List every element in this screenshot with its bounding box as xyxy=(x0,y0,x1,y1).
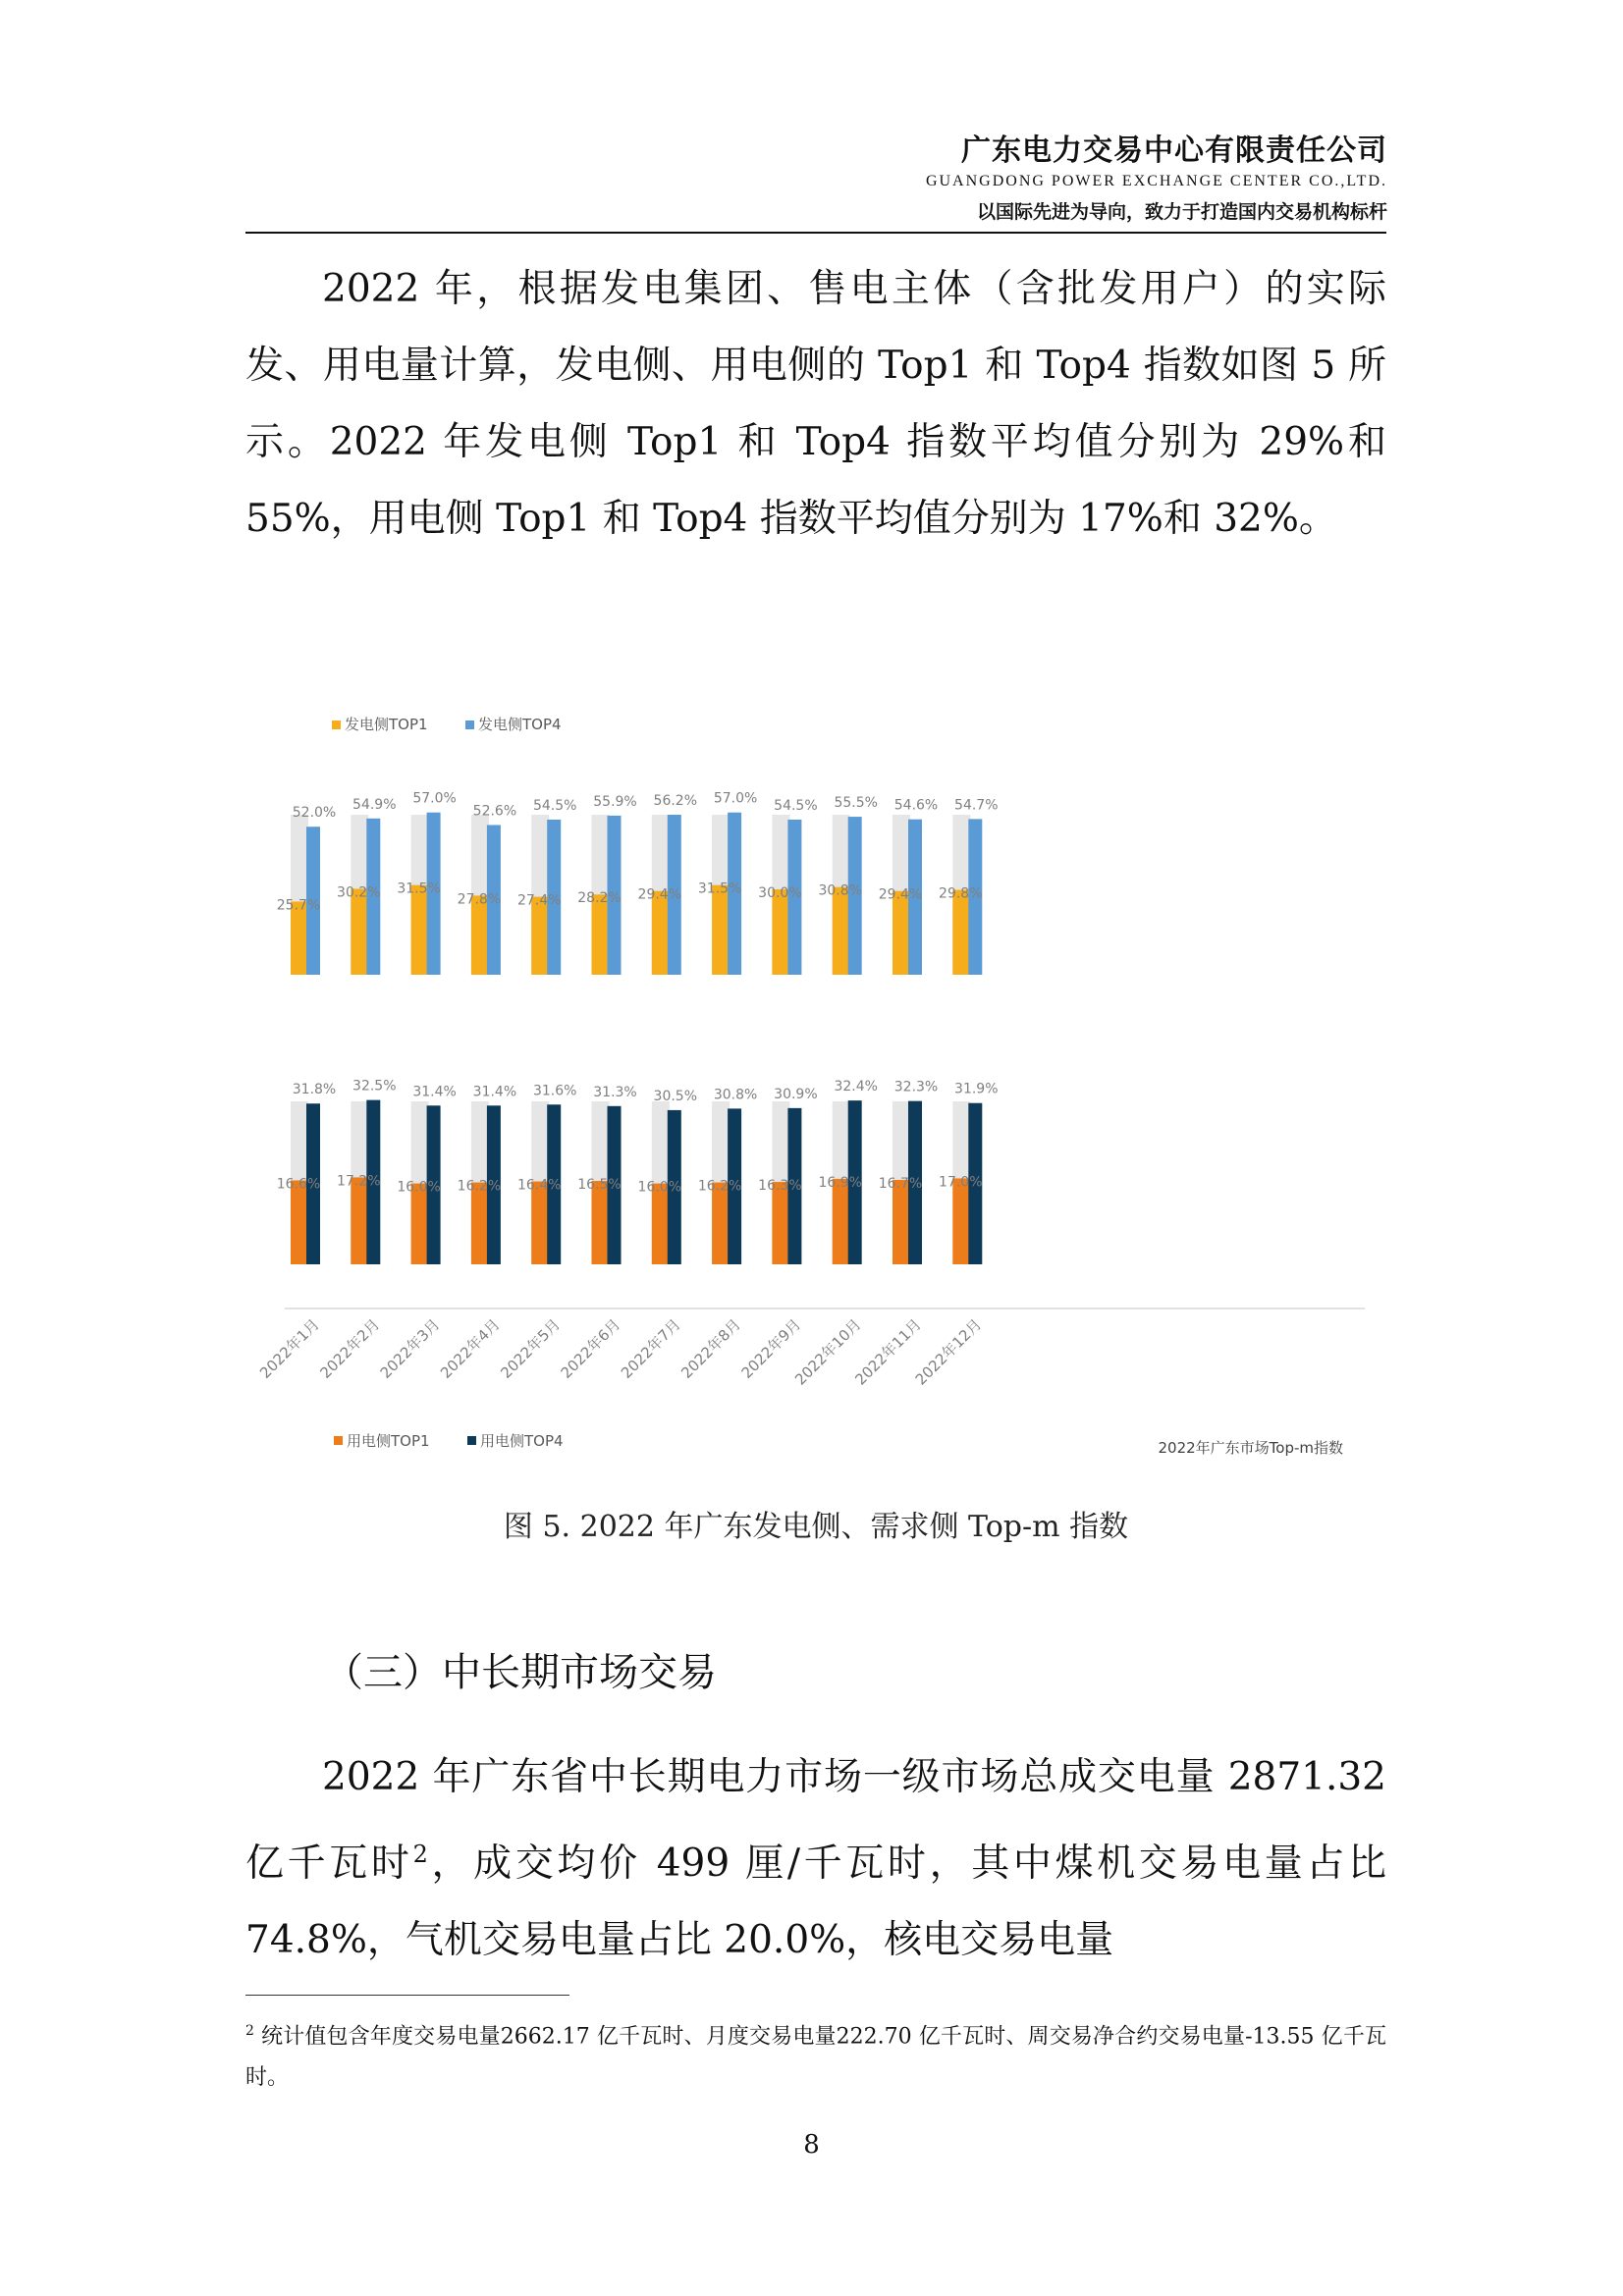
bar-gen-top1 xyxy=(772,889,789,975)
bar-use-top1 xyxy=(893,1180,910,1264)
bar-use-top1 xyxy=(592,1181,610,1264)
data-label-use-top4: 31.4% xyxy=(412,1084,457,1100)
data-label-use-top4: 30.9% xyxy=(774,1086,818,1102)
footnote-mark: 2 xyxy=(245,2023,254,2039)
generation-side-panel xyxy=(277,791,999,975)
legend-label-use-top1: 用电侧TOP1 xyxy=(347,1432,430,1450)
data-label-gen-top1: 27.4% xyxy=(516,892,562,909)
data-label-gen-top1: 28.2% xyxy=(577,890,622,907)
data-label-use-top1: 16.6% xyxy=(276,1176,321,1193)
data-label-use-top1: 16.3% xyxy=(758,1178,802,1195)
data-label-use-top1: 16.9% xyxy=(818,1174,862,1191)
data-label-gen-top4: 54.5% xyxy=(774,797,818,814)
data-label-use-top4: 32.4% xyxy=(834,1079,878,1095)
top-m-index-chart xyxy=(245,687,1386,1482)
company-slogan: 以国际先进为导向，致力于打造国内交易机构标杆 xyxy=(976,201,1387,223)
data-label-gen-top1: 30.0% xyxy=(758,885,802,901)
data-label-gen-top4: 56.2% xyxy=(653,793,698,810)
bar-use-top1 xyxy=(712,1183,730,1264)
bar-use-top1 xyxy=(833,1179,850,1264)
x-tick-label: 2022年4月 xyxy=(437,1315,504,1382)
data-label-use-top1: 16.4% xyxy=(516,1177,562,1194)
bar-gen-top1 xyxy=(471,895,489,975)
data-label-use-top4: 31.9% xyxy=(954,1081,999,1097)
bar-use-top1 xyxy=(952,1178,970,1264)
data-label-gen-top1: 31.5% xyxy=(697,881,742,897)
data-label-use-top4: 31.8% xyxy=(292,1082,337,1098)
data-label-gen-top4: 54.5% xyxy=(532,797,577,814)
x-tick-label: 2022年12月 xyxy=(911,1315,986,1389)
bar-use-top1 xyxy=(411,1184,429,1264)
footnote-ref: 2 xyxy=(412,1841,428,1868)
x-tick-label: 2022年3月 xyxy=(376,1315,444,1382)
data-label-use-top4: 31.4% xyxy=(472,1084,517,1100)
data-label-gen-top1: 27.8% xyxy=(457,891,502,908)
data-label-gen-top4: 57.0% xyxy=(713,790,758,807)
bar-gen-top1 xyxy=(411,885,429,975)
x-axis-tick-labels xyxy=(256,1315,985,1388)
x-tick-label: 2022年1月 xyxy=(256,1315,323,1382)
data-label-gen-top1: 30.2% xyxy=(337,884,381,901)
page-number: 8 xyxy=(803,2130,820,2160)
legend-label-gen-top1: 发电侧TOP1 xyxy=(345,716,428,733)
company-name-en: GUANGDONG POWER EXCHANGE CENTER CO.,LTD. xyxy=(925,173,1387,189)
data-label-use-top4: 31.3% xyxy=(593,1084,637,1100)
bar-gen-top1 xyxy=(893,891,910,975)
bar-gen-top1 xyxy=(712,885,730,975)
legend-swatch-use-top1 xyxy=(334,1436,343,1445)
legend-swatch-gen-top4 xyxy=(465,721,474,729)
paragraph-text-b: ，成交均价 499 厘/千瓦时，其中煤机交易电量占比 74.8%，气机交易电量占比 20.0%，核电交易电量 xyxy=(245,1842,1386,1962)
footnote xyxy=(245,2010,1386,2099)
data-label-use-top4: 32.3% xyxy=(893,1079,939,1095)
x-tick-label: 2022年7月 xyxy=(617,1315,684,1382)
paragraph-text-a: 2022 年广东省中长期电力市场一级市场总成交电量 2871.32 亿千瓦时 xyxy=(245,1755,1386,1886)
data-label-gen-top1: 29.8% xyxy=(939,885,983,902)
data-label-gen-top4: 52.6% xyxy=(472,803,517,820)
section-title: （三）中长期市场交易 xyxy=(324,1650,717,1695)
data-label-use-top1: 16.2% xyxy=(697,1178,742,1195)
legend-swatch-gen-top1 xyxy=(332,721,341,729)
bar-use-top1 xyxy=(772,1182,789,1264)
data-label-gen-top4: 54.7% xyxy=(954,797,999,814)
footnote-divider xyxy=(245,1995,569,1996)
x-tick-label: 2022年6月 xyxy=(557,1315,624,1382)
data-label-use-top1: 16.2% xyxy=(457,1178,502,1195)
data-label-use-top4: 31.6% xyxy=(532,1083,577,1099)
footnote-text: 统计值包含年度交易电量2662.17 亿千瓦时、月度交易电量222.70 亿千瓦时、周交易净合约交易电量-13.55 亿千瓦时。 xyxy=(245,2024,1386,2091)
bar-use-top1 xyxy=(531,1182,549,1264)
legend-label-gen-top4: 发电侧TOP4 xyxy=(478,716,562,733)
x-tick-label: 2022年9月 xyxy=(737,1315,805,1382)
data-label-use-top1: 17.2% xyxy=(337,1173,381,1190)
bar-gen-top1 xyxy=(833,887,850,975)
paragraph-top-m-summary xyxy=(245,251,1386,558)
data-label-gen-top1: 30.8% xyxy=(818,882,862,899)
data-label-gen-top1: 25.7% xyxy=(276,897,321,914)
data-label-gen-top1: 29.4% xyxy=(878,886,923,903)
bar-gen-top1 xyxy=(592,894,610,975)
header-divider xyxy=(245,232,1386,234)
data-label-gen-top4: 54.6% xyxy=(893,797,939,814)
x-tick-label: 2022年5月 xyxy=(497,1315,565,1382)
data-label-use-top1: 16.0% xyxy=(637,1179,682,1196)
bar-use-top1 xyxy=(652,1184,670,1264)
data-label-use-top1: 16.5% xyxy=(577,1177,622,1194)
data-label-use-top1: 16.0% xyxy=(397,1179,441,1196)
data-label-gen-top4: 55.5% xyxy=(834,795,878,812)
bar-use-top1 xyxy=(291,1181,308,1264)
x-tick-label: 2022年2月 xyxy=(316,1315,384,1382)
x-tick-label: 2022年10月 xyxy=(791,1315,865,1389)
figure-caption: 图 5. 2022 年广东发电侧、需求侧 Top-m 指数 xyxy=(503,1510,1129,1544)
paragraph-medium-long-term xyxy=(245,1739,1386,1979)
data-label-use-top1: 17.0% xyxy=(939,1174,983,1191)
data-label-use-top4: 32.5% xyxy=(352,1078,397,1095)
data-label-gen-top1: 31.5% xyxy=(397,881,441,897)
data-label-gen-top4: 52.0% xyxy=(292,805,337,822)
x-tick-label: 2022年11月 xyxy=(851,1315,925,1389)
legend-swatch-use-top4 xyxy=(467,1436,476,1445)
legend-label-use-top4: 用电侧TOP4 xyxy=(480,1432,564,1450)
chart-title: 2022年广东市场Top-m指数 xyxy=(1158,1439,1343,1457)
data-label-gen-top4: 54.9% xyxy=(352,796,397,813)
bar-use-top1 xyxy=(471,1183,489,1264)
bar-gen-top1 xyxy=(952,890,970,975)
data-label-use-top1: 16.7% xyxy=(878,1175,923,1192)
paragraph-text: 2022 年，根据发电集团、售电主体（含批发用户）的实际发、用电量计算，发电侧、用电侧的 Top1 和 Top4 指数如图 5 所示。2022 年发电侧 Top1 和 Top4 指数平均值分别为 29%和 55%，用电侧 Top1 和 Top4 指数平均值分别为 17%和 32%。 xyxy=(245,267,1386,541)
bar-gen-top1 xyxy=(351,888,368,975)
data-label-use-top4: 30.8% xyxy=(713,1087,758,1103)
data-label-gen-top4: 55.9% xyxy=(593,793,637,810)
company-name-cn: 广东电力交易中心有限责任公司 xyxy=(961,133,1387,168)
x-tick-label: 2022年8月 xyxy=(677,1315,744,1382)
data-label-use-top4: 30.5% xyxy=(653,1088,698,1104)
bar-gen-top1 xyxy=(652,891,670,975)
data-label-gen-top1: 29.4% xyxy=(637,886,682,903)
bar-use-top1 xyxy=(351,1177,368,1264)
consumption-side-panel xyxy=(277,1079,999,1264)
data-label-gen-top4: 57.0% xyxy=(412,790,457,807)
